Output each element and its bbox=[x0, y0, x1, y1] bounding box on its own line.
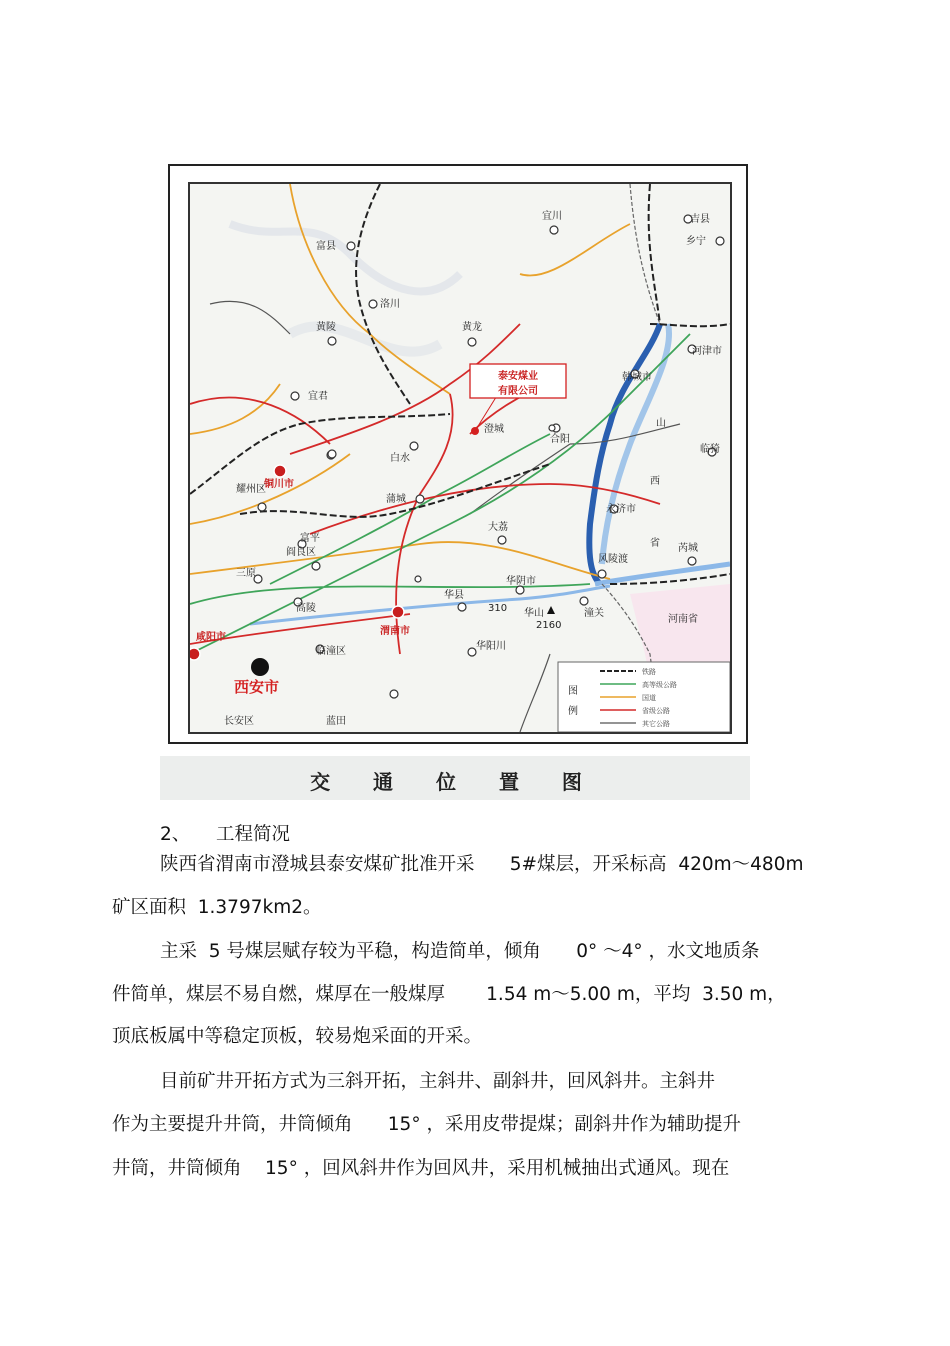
place-label: 富平 bbox=[300, 533, 320, 544]
traffic-location-map bbox=[168, 164, 748, 744]
place-label: 黄陵 bbox=[316, 322, 336, 333]
place-label-red: 渭南市 bbox=[380, 626, 410, 637]
section-number: 2、 bbox=[160, 824, 191, 845]
legend-title: 例 bbox=[568, 706, 578, 717]
legend-title: 图 bbox=[568, 686, 578, 697]
place-label: 永济市 bbox=[606, 504, 636, 515]
place-label-capital: 西安市 bbox=[234, 678, 280, 696]
place-label: 乡宁 bbox=[686, 236, 706, 247]
company-label-line2: 有限公司 bbox=[498, 386, 538, 397]
place-label: 大荔 bbox=[488, 522, 508, 533]
railway-line bbox=[190, 184, 730, 584]
place-label: 富县 bbox=[316, 241, 336, 252]
place-label: 三原 bbox=[236, 568, 256, 579]
place-label: 临潼区 bbox=[316, 646, 346, 657]
map-svg bbox=[190, 184, 730, 732]
place-label: 风陵渡 bbox=[598, 554, 628, 565]
place-label: 河津市 bbox=[692, 346, 722, 357]
map-legend bbox=[558, 662, 730, 732]
place-label-red: 咸阳市 bbox=[196, 632, 226, 643]
paragraph-line: 矿区面积 1.3797km2。 bbox=[112, 897, 322, 918]
place-label: 韩城市 bbox=[622, 372, 652, 383]
paragraph-line: 主采 5 号煤层赋存较为平稳，构造简单，倾角 0° ～4° ，水文地质条 bbox=[160, 941, 760, 962]
map-canvas bbox=[188, 182, 732, 734]
place-label: 耀州区 bbox=[236, 484, 266, 495]
place-label-red: 铜川市 bbox=[264, 479, 294, 490]
paragraph-line: 作为主要提升井筒，井筒倾角 15° ，采用皮带提煤；副斜井作为辅助提升 bbox=[112, 1114, 741, 1135]
place-label: 合阳 bbox=[550, 434, 570, 445]
paragraph-line: 件简单，煤层不易自燃，煤厚在一般煤厚 1.54 m～5.00 m，平均 3.50 m， bbox=[112, 984, 786, 1005]
place-label: 西 bbox=[650, 476, 660, 487]
place-label: 山 bbox=[656, 418, 666, 429]
legend-item: 省级公路 bbox=[642, 707, 670, 715]
place-label: 白水 bbox=[390, 453, 410, 464]
place-label: 洛川 bbox=[380, 299, 400, 310]
paragraph-line: 目前矿井开拓方式为三斜开拓，主斜井、副斜井，回风斜井。主斜井 bbox=[160, 1071, 716, 1092]
company-label-line1: 泰安煤业 bbox=[498, 371, 538, 382]
place-label: 河南省 bbox=[668, 614, 698, 625]
place-label: 高陵 bbox=[296, 603, 316, 614]
place-label: 2160 bbox=[536, 620, 562, 631]
paragraph-line: 陕西省渭南市澄城县泰安煤矿批准开采 5#煤层，开采标高 420m～480m bbox=[160, 854, 804, 875]
legend-item: 高等级公路 bbox=[642, 681, 677, 689]
place-label: 省 bbox=[650, 538, 660, 549]
place-label: 吉县 bbox=[690, 214, 710, 225]
place-label: 澄城 bbox=[484, 424, 504, 435]
paragraph-line: 顶底板属中等稳定顶板，较易炮采面的开采。 bbox=[112, 1026, 483, 1047]
svg-text:310: 310 bbox=[488, 603, 508, 614]
place-label: 华阴市 bbox=[506, 576, 536, 587]
map-caption: 交 通 位 置 图 bbox=[310, 770, 600, 794]
section-heading: 工程简况 bbox=[216, 824, 291, 845]
place-label: 黄龙 bbox=[462, 322, 482, 333]
xian-marker bbox=[251, 658, 269, 676]
place-label: 华阳川 bbox=[476, 641, 506, 652]
legend-item: 铁路 bbox=[642, 668, 656, 676]
tongchuan-marker bbox=[274, 465, 286, 477]
legend-item: 国道 bbox=[642, 694, 656, 702]
place-label: 蒲城 bbox=[386, 494, 406, 505]
place-label: 蓝田 bbox=[326, 716, 346, 727]
place-label: 阎良区 bbox=[286, 547, 316, 558]
place-label: 芮城 bbox=[678, 543, 698, 554]
place-label: 宜川 bbox=[542, 211, 562, 222]
place-label: 潼关 bbox=[584, 608, 604, 619]
place-label: 长安区 bbox=[224, 716, 254, 727]
place-label: 宜君 bbox=[308, 391, 328, 402]
place-label: 临猗 bbox=[700, 444, 720, 455]
place-label: 华山 bbox=[524, 608, 544, 619]
place-label: 华县 bbox=[444, 590, 464, 601]
paragraph-line: 井筒，井筒倾角 15° ，回风斜井作为回风井，采用机械抽出式通风。现在 bbox=[112, 1158, 730, 1179]
map-caption-band bbox=[160, 756, 750, 800]
legend-item: 其它公路 bbox=[642, 720, 670, 728]
